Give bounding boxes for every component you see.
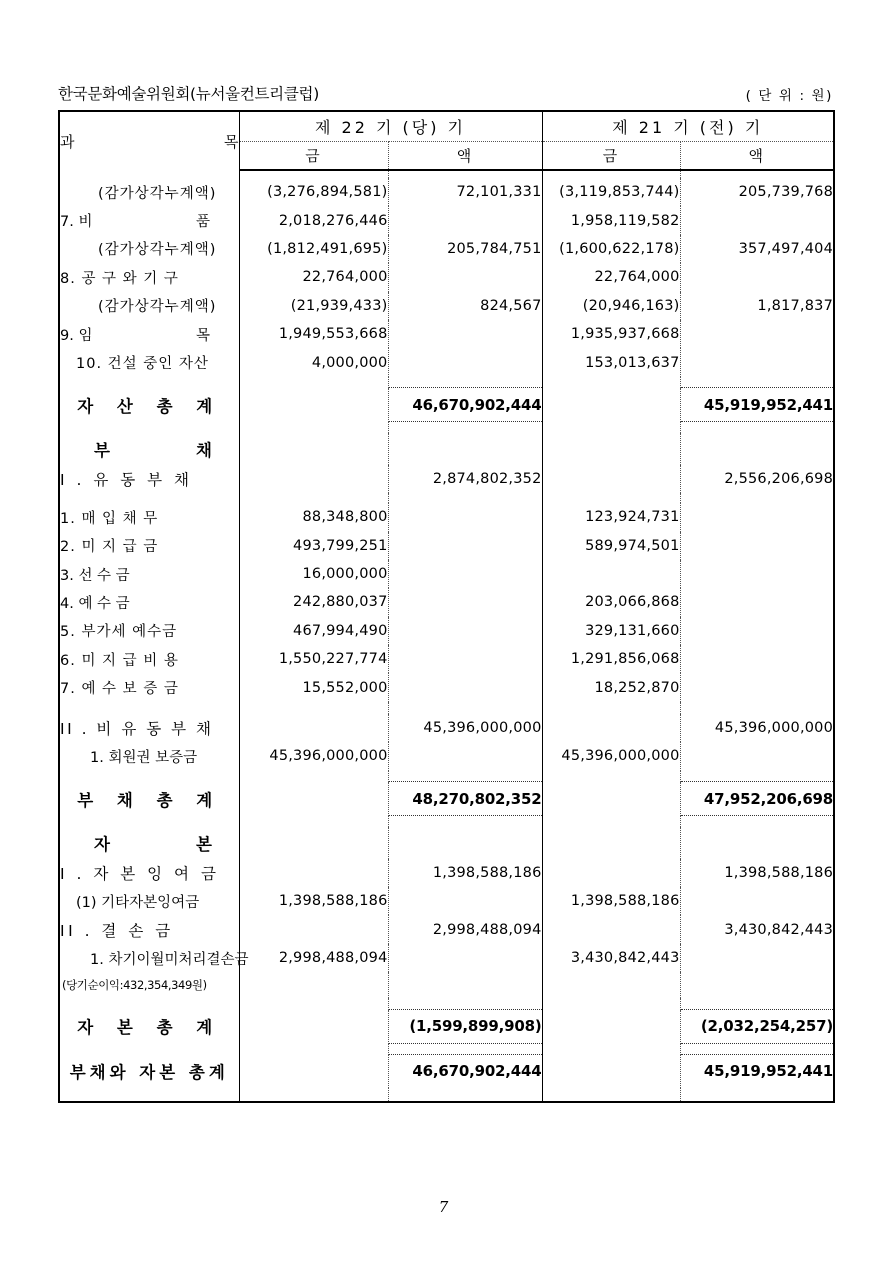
liabilities-head-b: 채 bbox=[196, 440, 212, 460]
row-prior-amount1: 1,291,856,068 bbox=[542, 645, 680, 673]
row-current-amount1: 242,880,037 bbox=[239, 588, 388, 616]
row-current-amount1: 45,396,000,000 bbox=[239, 742, 388, 770]
column-header-prior-period: 제 21 기 (전) 기 bbox=[542, 111, 834, 141]
equity-section-header bbox=[59, 827, 834, 859]
current-liabilities-current: 2,874,802,352 bbox=[388, 465, 542, 493]
table-row bbox=[59, 292, 834, 320]
row-prior-amount1: 123,924,731 bbox=[542, 503, 680, 531]
column-header-prior-amount2: 액 bbox=[680, 141, 834, 170]
spacer-row bbox=[59, 377, 834, 388]
total-equity-label: 자 본 총 계 bbox=[59, 1009, 239, 1043]
row-label: (감가상각누계액) bbox=[59, 178, 239, 206]
row-label: 8. 공 구 와 기 구 bbox=[59, 263, 239, 291]
column-header-current-amount2: 액 bbox=[388, 141, 542, 170]
row-current-amount2 bbox=[388, 348, 542, 376]
table-row bbox=[59, 673, 834, 701]
row-current-amount1: 22,764,000 bbox=[239, 263, 388, 291]
capital-surplus-prior: 1,398,588,186 bbox=[724, 864, 834, 881]
currency-unit-note: ( 단 위 : 원) bbox=[745, 88, 833, 104]
table-row bbox=[59, 178, 834, 206]
row-current-amount2: 824,567 bbox=[388, 292, 542, 320]
noncurrent-liabilities-label: II . 비 유 동 부 채 bbox=[59, 714, 239, 742]
table-row bbox=[59, 206, 834, 234]
table-row bbox=[59, 503, 834, 531]
total-liabilities-equity-current: 46,670,902,444 bbox=[388, 1054, 542, 1088]
total-assets-current: 46,670,902,444 bbox=[388, 388, 542, 422]
table-row bbox=[59, 588, 834, 616]
total-liabilities-equity-row bbox=[59, 1054, 834, 1088]
deficit-row bbox=[59, 915, 834, 943]
row-prior-amount1: 3,430,842,443 bbox=[542, 944, 680, 972]
equity-head-b: 본 bbox=[196, 834, 212, 854]
table-row bbox=[59, 617, 834, 645]
total-assets-label: 자 산 총 계 bbox=[59, 388, 239, 422]
liabilities-head-a: 부 bbox=[94, 440, 110, 460]
liabilities-head-label bbox=[59, 433, 239, 465]
row-prior-amount2: 1,817,837 bbox=[757, 297, 834, 314]
spacer-row bbox=[59, 1088, 834, 1102]
row-prior-amount1: 1,398,588,186 bbox=[542, 887, 680, 915]
total-assets-prior: 45,919,952,441 bbox=[703, 395, 834, 414]
row-current-amount1: 15,552,000 bbox=[239, 673, 388, 701]
row-label bbox=[59, 206, 239, 234]
row-prior-amount1: 45,396,000,000 bbox=[542, 742, 680, 770]
row-label-text: 9. 임 bbox=[60, 327, 93, 344]
capital-surplus-current: 1,398,588,186 bbox=[388, 859, 542, 887]
column-header-current-amount1: 금 bbox=[239, 141, 388, 170]
table-row bbox=[59, 320, 834, 348]
deficit-label: II . 결 손 금 bbox=[59, 915, 239, 943]
total-liabilities-current: 48,270,802,352 bbox=[388, 782, 542, 816]
row-current-amount2: 205,784,751 bbox=[388, 235, 542, 263]
current-liabilities-row bbox=[59, 465, 834, 493]
column-header-item-b: 목 bbox=[224, 132, 239, 151]
noncurrent-liabilities-current: 45,396,000,000 bbox=[388, 714, 542, 742]
row-prior-amount2 bbox=[680, 320, 834, 348]
table-row bbox=[59, 742, 834, 770]
row-label: 10. 건설 중인 자산 bbox=[59, 348, 239, 376]
spacer-row bbox=[59, 702, 834, 714]
row-prior-amount2 bbox=[680, 263, 834, 291]
row-label: 5. 부가세 예수금 bbox=[59, 617, 239, 645]
row-current-amount1: (3,276,894,581) bbox=[239, 178, 388, 206]
row-current-amount1: 467,994,490 bbox=[239, 617, 388, 645]
row-label-text: 7. 비 bbox=[60, 214, 93, 231]
spacer-row bbox=[59, 1043, 834, 1054]
row-prior-amount1: 589,974,501 bbox=[542, 532, 680, 560]
row-prior-amount1: 203,066,868 bbox=[542, 588, 680, 616]
row-label: 6. 미 지 급 비 용 bbox=[59, 645, 239, 673]
row-current-amount1: (21,939,433) bbox=[239, 292, 388, 320]
spacer-row bbox=[59, 998, 834, 1009]
row-prior-amount2 bbox=[680, 206, 834, 234]
equity-head-label bbox=[59, 827, 239, 859]
deficit-prior: 3,430,842,443 bbox=[724, 921, 834, 938]
page-number: 7 bbox=[438, 1198, 449, 1216]
liabilities-section-header bbox=[59, 433, 834, 465]
net-income-note: (당기순이익:432,354,349원) bbox=[59, 972, 239, 998]
total-equity-current: (1,599,899,908) bbox=[388, 1009, 542, 1043]
total-liabilities-prior: 47,952,206,698 bbox=[703, 789, 834, 808]
row-prior-amount1: (3,119,853,744) bbox=[542, 178, 680, 206]
spacer-row bbox=[59, 422, 834, 433]
capital-surplus-label: I . 자 본 잉 여 금 bbox=[59, 859, 239, 887]
column-header-prior-amount1: 금 bbox=[542, 141, 680, 170]
deficit-current: 2,998,488,094 bbox=[388, 915, 542, 943]
organization-name: 한국문화예술위원회(뉴서울컨트리클럽) bbox=[58, 85, 319, 103]
row-prior-amount1: 18,252,870 bbox=[542, 673, 680, 701]
total-liabilities-label: 부 채 총 계 bbox=[59, 782, 239, 816]
row-current-amount1: 1,398,588,186 bbox=[239, 887, 388, 915]
net-income-note-row bbox=[59, 972, 834, 998]
equity-head-a: 자 bbox=[94, 834, 110, 854]
column-header-item-a: 과 bbox=[60, 132, 75, 151]
row-prior-amount2: 205,739,768 bbox=[738, 184, 834, 201]
row-prior-amount2 bbox=[680, 348, 834, 376]
total-assets-row bbox=[59, 388, 834, 422]
current-liabilities-prior: 2,556,206,698 bbox=[724, 470, 834, 487]
table-row bbox=[59, 645, 834, 673]
row-prior-amount1: 22,764,000 bbox=[542, 263, 680, 291]
total-liabilities-equity-label: 부채와 자본 총계 bbox=[59, 1054, 239, 1088]
column-header-item bbox=[59, 111, 239, 170]
table-row bbox=[59, 944, 834, 972]
spacer-row bbox=[59, 170, 834, 178]
row-current-amount2 bbox=[388, 320, 542, 348]
row-label: 4. 예 수 금 bbox=[59, 588, 239, 616]
row-label-text-tail: 품 bbox=[195, 214, 210, 231]
row-current-amount1: 16,000,000 bbox=[239, 560, 388, 588]
row-prior-amount1: 1,935,937,668 bbox=[542, 320, 680, 348]
row-current-amount1: (1,812,491,695) bbox=[239, 235, 388, 263]
row-current-amount1: 2,018,276,446 bbox=[239, 206, 388, 234]
table-row bbox=[59, 560, 834, 588]
table-row bbox=[59, 348, 834, 376]
row-prior-amount1: 1,958,119,582 bbox=[542, 206, 680, 234]
row-current-amount1: 4,000,000 bbox=[239, 348, 388, 376]
row-prior-amount1: (20,946,163) bbox=[542, 292, 680, 320]
capital-surplus-row bbox=[59, 859, 834, 887]
row-prior-amount1 bbox=[542, 560, 680, 588]
table-row bbox=[59, 887, 834, 915]
row-current-amount2 bbox=[388, 263, 542, 291]
total-equity-row bbox=[59, 1009, 834, 1043]
row-prior-amount1: 329,131,660 bbox=[542, 617, 680, 645]
row-label: 1. 차기이월미처리결손금 bbox=[59, 944, 239, 972]
current-liabilities-label: I . 유 동 부 채 bbox=[59, 465, 239, 493]
row-label: (감가상각누계액) bbox=[59, 292, 239, 320]
row-label bbox=[59, 320, 239, 348]
spacer-row bbox=[59, 816, 834, 827]
row-label: 1. 회원권 보증금 bbox=[59, 742, 239, 770]
table-header-row-period bbox=[59, 111, 834, 141]
table-row bbox=[59, 263, 834, 291]
total-equity-prior: (2,032,254,257) bbox=[700, 1017, 834, 1036]
row-label: (1) 기타자본잉여금 bbox=[59, 887, 239, 915]
spacer-row bbox=[59, 771, 834, 782]
row-label: 3. 선 수 금 bbox=[59, 560, 239, 588]
noncurrent-liabilities-row bbox=[59, 714, 834, 742]
document-title-bar bbox=[58, 82, 833, 104]
row-current-amount2: 72,101,331 bbox=[388, 178, 542, 206]
row-current-amount2 bbox=[388, 206, 542, 234]
row-label: 1. 매 입 채 무 bbox=[59, 503, 239, 531]
row-current-amount1: 88,348,800 bbox=[239, 503, 388, 531]
table-row bbox=[59, 235, 834, 263]
noncurrent-liabilities-prior: 45,396,000,000 bbox=[714, 720, 834, 737]
spacer-row bbox=[59, 493, 834, 503]
row-label: (감가상각누계액) bbox=[59, 235, 239, 263]
row-current-amount1: 1,550,227,774 bbox=[239, 645, 388, 673]
row-prior-amount2: 357,497,404 bbox=[738, 240, 834, 257]
row-label: 2. 미 지 급 금 bbox=[59, 532, 239, 560]
row-current-amount1: 1,949,553,668 bbox=[239, 320, 388, 348]
total-liabilities-row bbox=[59, 782, 834, 816]
table-row bbox=[59, 532, 834, 560]
row-label-text-tail: 목 bbox=[195, 327, 210, 344]
column-header-current-period: 제 22 기 (당) 기 bbox=[239, 111, 542, 141]
row-prior-amount1: (1,600,622,178) bbox=[542, 235, 680, 263]
balance-sheet-table bbox=[58, 110, 835, 1103]
row-current-amount1: 493,799,251 bbox=[239, 532, 388, 560]
row-label: 7. 예 수 보 증 금 bbox=[59, 673, 239, 701]
row-prior-amount1: 153,013,637 bbox=[542, 348, 680, 376]
row-current-amount1: 2,998,488,094 bbox=[239, 944, 388, 972]
total-liabilities-equity-prior: 45,919,952,441 bbox=[703, 1062, 834, 1081]
